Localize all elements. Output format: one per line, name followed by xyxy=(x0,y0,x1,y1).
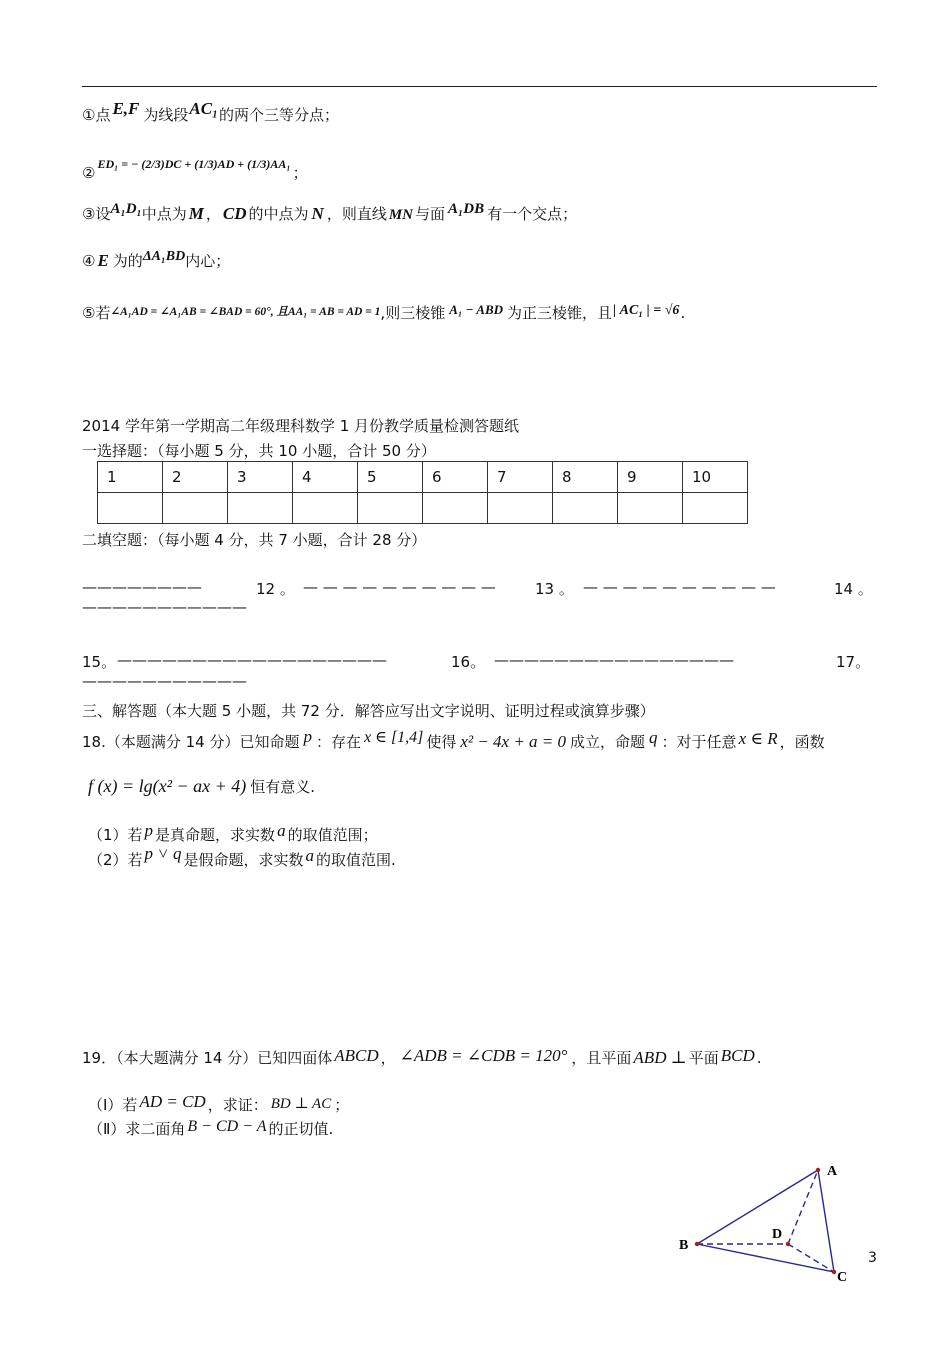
answer-cell[interactable] xyxy=(423,493,488,524)
q19-text-d: 平面 xyxy=(688,1049,719,1067)
q18-part1-text-c: 的取值范围； xyxy=(287,826,378,844)
answer-sheet-title: 2014 学年第一学期高二年级理科数学 1 月份教学质量检测答题纸 xyxy=(82,417,520,435)
item-5-math-pyramid: A₁ − ABD xyxy=(449,302,504,317)
vertex-d-dot xyxy=(786,1242,790,1246)
blank-17-line[interactable]: ——————————— xyxy=(82,672,247,690)
item-4 xyxy=(82,250,230,271)
answer-cell[interactable] xyxy=(293,493,358,524)
tetrahedron-edges xyxy=(697,1170,834,1272)
item-1-suffix: 的两个三等分点； xyxy=(219,106,340,124)
item-1-math-ac1: AC₁ xyxy=(189,99,219,118)
q19-math-angles: ∠ADB = ∠CDB = 120° xyxy=(399,1046,568,1065)
item-3-prefix: ③设 xyxy=(82,205,111,223)
tetrahedron-figure xyxy=(670,1155,860,1290)
q19-text-a: 19．（本大题满分 14 分）已知四面体 xyxy=(82,1049,333,1067)
blank-16-label: 16。 xyxy=(451,653,486,671)
blank-17-label: 17。 xyxy=(836,653,871,671)
item-3 xyxy=(82,203,577,224)
blank-15-line[interactable]: —————————————————— xyxy=(117,651,387,669)
q19-part1-text-c: ； xyxy=(334,1096,350,1114)
q18-part2-math-a: a xyxy=(305,846,315,865)
q19-part2-text-a: （Ⅱ）求二面角 xyxy=(88,1120,186,1138)
q18-text-d: 成立，命题 xyxy=(570,733,646,751)
answer-col-9: 9 xyxy=(618,462,683,493)
q18-math-function: f (x) = lg(x² − ax + 4) xyxy=(88,776,247,796)
item-3-math-cd: CD xyxy=(222,204,247,223)
q18-part2-text-a: （2）若 xyxy=(88,851,143,869)
vertex-d-label: D xyxy=(772,1227,783,1242)
item-5-text-1: ,则三棱锥 xyxy=(380,304,446,322)
item-3-math-n: N xyxy=(311,204,324,223)
item-3-math-a1db: A₁DB xyxy=(448,201,485,217)
item-2-math-vector: ED₁ = − (2/3)DC + (1/3)AD + (1/3)AA₁ xyxy=(97,157,291,171)
blank-14-line[interactable]: ——————————— xyxy=(82,598,247,616)
item-5-text-3: . xyxy=(680,304,686,322)
q18-text-f: ，函数 xyxy=(779,733,825,751)
q18-math-xr: x ∈ R xyxy=(738,729,778,748)
vertex-b-dot xyxy=(695,1242,699,1246)
q18-math-equation: x² − 4x + a = 0 xyxy=(460,732,567,751)
q18-math-range: x ∈ [1,4] xyxy=(364,729,424,746)
answer-cell[interactable] xyxy=(488,493,553,524)
answer-table-blank-row xyxy=(98,493,748,524)
section-answers: 三、解答题（本大题 5 小题，共 72 分．解答应写出文字说明、证明过程或演算步骤） xyxy=(82,702,655,720)
item-5-math-length: | AC₁ | = √6 xyxy=(613,303,680,318)
item-3-text-3: 的中点为 xyxy=(248,205,309,223)
blank-12-label: 12 。 xyxy=(256,580,295,598)
item-3-text-1: 中点为 xyxy=(141,205,187,223)
answer-cell[interactable] xyxy=(358,493,423,524)
answer-cell[interactable] xyxy=(98,493,163,524)
vertex-b-label: B xyxy=(679,1238,689,1253)
q18-text-meaningful: 恒有意义. xyxy=(250,778,316,796)
q18-stem-line-1 xyxy=(82,727,825,752)
item-4-prefix: ④ xyxy=(82,252,96,270)
vertex-c-dot xyxy=(832,1270,836,1274)
item-3-math-a1d1: A₁D₁ xyxy=(110,201,142,217)
vertex-c-label: C xyxy=(837,1270,848,1285)
blank-14-label: 14 。 xyxy=(834,580,873,598)
item-1-prefix: ①点 xyxy=(82,106,111,124)
header-rule xyxy=(82,86,877,87)
q18-part1-text-b: 是真命题，求实数 xyxy=(155,826,276,844)
blank-13-label: 13 。 xyxy=(535,580,574,598)
item-1-math-ef: E,F xyxy=(112,99,140,118)
section-multiple-choice: 一选择题：（每小题 5 分，共 10 小题，合计 50 分） xyxy=(82,442,436,460)
q19-math-abd-perp: ABD ⊥ xyxy=(633,1048,687,1067)
item-4-text-1: 为的 xyxy=(112,252,143,270)
page-number: 3 xyxy=(868,1250,877,1266)
blank-16-line[interactable]: ———————————————— xyxy=(494,651,734,669)
q19-text-b: ， xyxy=(380,1049,396,1067)
answer-cell[interactable] xyxy=(553,493,618,524)
q18-part2-math-p-or-q: p ˅ q xyxy=(144,844,182,863)
section-fill-blank: 二填空题：（每小题 4 分，共 7 小题，合计 28 分） xyxy=(82,531,427,549)
answer-col-2: 2 xyxy=(163,462,228,493)
blank-13-line[interactable]: — — — — — — — — — — xyxy=(583,578,776,596)
answer-cell[interactable] xyxy=(163,493,228,524)
q18-text-a: 18.（本题满分 14 分）已知命题 xyxy=(82,733,300,751)
q19-text-e: . xyxy=(756,1049,762,1067)
q19-part1-text-b: ，求证： xyxy=(207,1096,268,1114)
item-4-math-triangle: ΔA₁BD xyxy=(142,249,186,264)
q18-part-1 xyxy=(88,821,378,845)
q18-part1-math-a: a xyxy=(277,821,286,840)
q19-text-c: ，且平面 xyxy=(571,1049,632,1067)
answer-table xyxy=(97,461,748,524)
item-1 xyxy=(82,99,340,125)
item-5-math-conditions: ∠A₁AD = ∠A₁AB = ∠BAD = 60°, 且AA₁ = AB = AD = 1 xyxy=(110,306,381,318)
answer-col-10: 10 xyxy=(683,462,748,493)
item-1-mid: 为线段 xyxy=(143,106,189,124)
q19-stem xyxy=(82,1047,762,1068)
answer-cell[interactable] xyxy=(228,493,293,524)
answer-col-3: 3 xyxy=(228,462,293,493)
item-4-text-2: 内心； xyxy=(185,252,231,270)
item-5 xyxy=(82,302,685,323)
answer-cell[interactable] xyxy=(618,493,683,524)
blank-11-line[interactable]: ———————— xyxy=(82,578,202,596)
edge-ba xyxy=(697,1170,818,1244)
q18-part1-math-p: p xyxy=(144,821,154,840)
answer-table-header-row xyxy=(98,462,748,493)
edge-bc xyxy=(697,1244,834,1272)
q19-part1-text-a: （Ⅰ）若 xyxy=(88,1096,138,1114)
item-3-text-5: 与面 xyxy=(415,205,446,223)
q18-text-e: ：对于任意 xyxy=(661,733,737,751)
q19-part-2 xyxy=(88,1118,333,1139)
answer-col-5: 5 xyxy=(358,462,423,493)
item-3-math-mn: MN xyxy=(388,207,414,223)
item-3-text-6: 有一个交点； xyxy=(487,205,578,223)
item-3-text-4: ，则直线 xyxy=(326,205,387,223)
answer-col-7: 7 xyxy=(488,462,553,493)
item-3-math-m: M xyxy=(188,204,204,223)
q19-part2-text-b: 的正切值. xyxy=(268,1120,334,1138)
answer-col-8: 8 xyxy=(553,462,618,493)
item-2-prefix: ② xyxy=(82,164,96,182)
vertex-a-label: A xyxy=(827,1164,838,1179)
edge-da-hidden xyxy=(788,1170,818,1244)
item-4-math-e: E xyxy=(97,251,109,270)
item-2-suffix: ； xyxy=(292,164,308,182)
q19-math-abcd: ABCD xyxy=(334,1046,379,1065)
q18-part2-text-b: 是假命题，求实数 xyxy=(183,851,304,869)
q19-part1-math-ad-cd: AD = CD xyxy=(139,1092,206,1111)
blank-12-line[interactable]: — — — — — — — — — — xyxy=(303,578,496,596)
q19-part1-math-bd-perp-ac: BD ⊥ AC xyxy=(270,1096,332,1112)
q18-math-q: q xyxy=(649,728,658,747)
q19-part2-math-dihedral: B − CD − A xyxy=(187,1118,267,1135)
q18-part-2 xyxy=(88,844,396,870)
item-3-text-2: ， xyxy=(205,205,221,223)
q18-part1-text-a: （1）若 xyxy=(88,826,143,844)
vertex-a-dot xyxy=(816,1168,820,1172)
item-2 xyxy=(82,157,308,183)
answer-col-4: 4 xyxy=(293,462,358,493)
q18-stem-line-2 xyxy=(88,776,315,797)
q18-part2-text-c: 的取值范围. xyxy=(316,851,396,869)
answer-col-1: 1 xyxy=(98,462,163,493)
item-5-prefix: ⑤若 xyxy=(82,304,111,322)
edge-ac xyxy=(818,1170,834,1272)
q19-math-bcd: BCD xyxy=(720,1046,755,1065)
answer-col-6: 6 xyxy=(423,462,488,493)
q18-text-b: ：存在 xyxy=(315,733,361,751)
item-5-text-2: 为正三棱锥，且 xyxy=(507,304,613,322)
q19-part-1 xyxy=(88,1094,349,1115)
blank-15-label: 15。 xyxy=(82,653,117,671)
q18-text-c: 使得 xyxy=(426,733,457,751)
q18-math-p: p xyxy=(303,727,312,746)
answer-cell[interactable] xyxy=(683,493,748,524)
